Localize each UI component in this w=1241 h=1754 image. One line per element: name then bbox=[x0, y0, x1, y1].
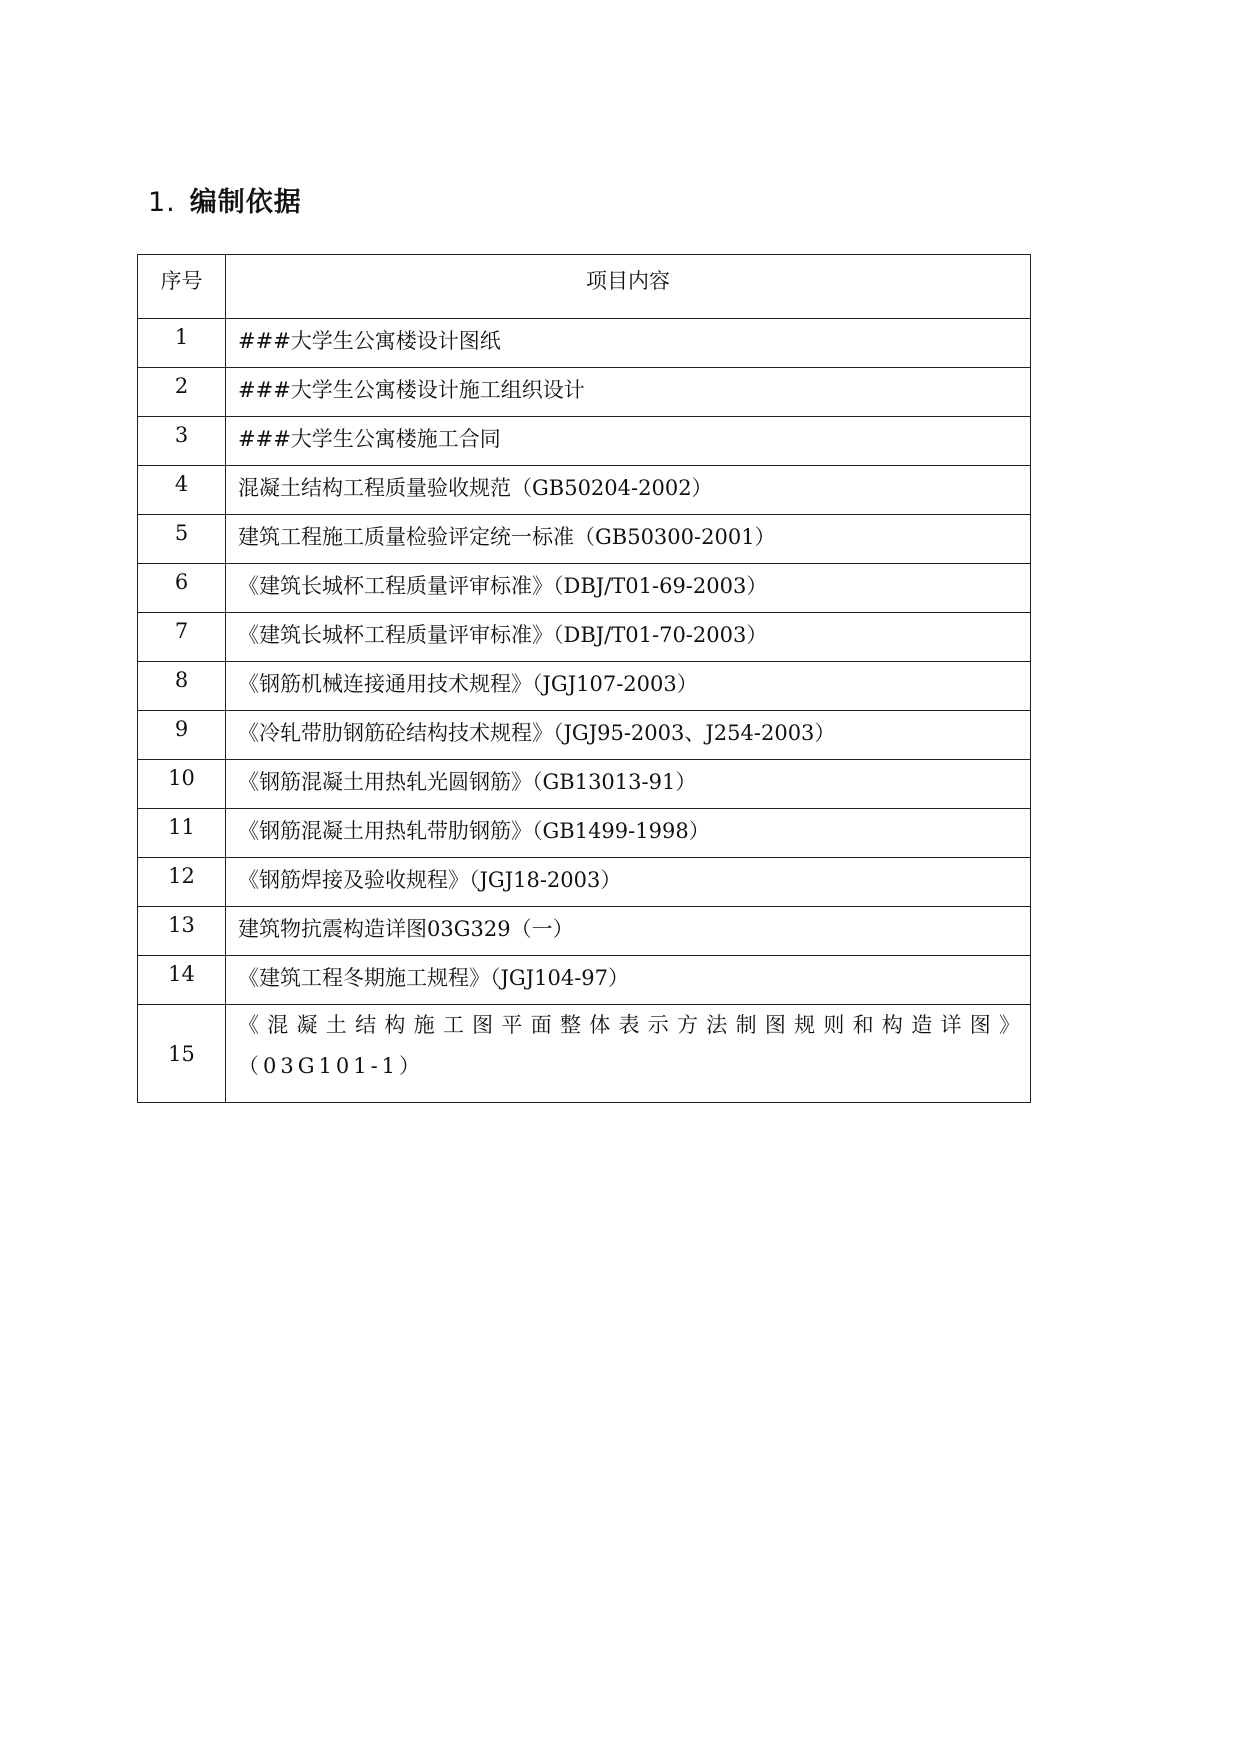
table-row bbox=[138, 662, 1031, 711]
row-content: 《钢筋焊接及验收规程》（JGJ18-2003） bbox=[226, 858, 1031, 907]
header-seq: 序号 bbox=[138, 255, 226, 319]
row-seq: 1 bbox=[138, 319, 226, 368]
row-content: 《建筑长城杯工程质量评审标准》（DBJ/T01-69-2003） bbox=[226, 564, 1031, 613]
section-number: 1. bbox=[148, 187, 176, 218]
table-row bbox=[138, 809, 1031, 858]
section-title: 编制依据 bbox=[189, 187, 302, 218]
table-row bbox=[138, 956, 1031, 1005]
row-seq: 2 bbox=[138, 368, 226, 417]
row-content: ###大学生公寓楼施工合同 bbox=[226, 417, 1031, 466]
row-seq: 5 bbox=[138, 515, 226, 564]
table-row bbox=[138, 711, 1031, 760]
row-content: 《冷轧带肋钢筋砼结构技术规程》（JGJ95-2003、J254-2003） bbox=[226, 711, 1031, 760]
row-content: ###大学生公寓楼设计图纸 bbox=[226, 319, 1031, 368]
row-seq: 9 bbox=[138, 711, 226, 760]
row-content: 《建筑工程冬期施工规程》（JGJ104-97） bbox=[226, 956, 1031, 1005]
row-seq: 13 bbox=[138, 907, 226, 956]
table-row bbox=[138, 319, 1031, 368]
basis-table bbox=[137, 254, 1031, 1103]
table-row bbox=[138, 760, 1031, 809]
row-seq: 14 bbox=[138, 956, 226, 1005]
row-content: ###大学生公寓楼设计施工组织设计 bbox=[226, 368, 1031, 417]
table-row bbox=[138, 466, 1031, 515]
row-content: 《混凝土结构施工图平面整体表示方法制图规则和构造详图》（03G101-1） bbox=[226, 1005, 1031, 1103]
table-row bbox=[138, 564, 1031, 613]
row-content: 《建筑长城杯工程质量评审标准》（DBJ/T01-70-2003） bbox=[226, 613, 1031, 662]
table-header-row bbox=[138, 255, 1031, 319]
row-seq: 15 bbox=[138, 1005, 226, 1103]
row-seq: 8 bbox=[138, 662, 226, 711]
row-seq: 6 bbox=[138, 564, 226, 613]
row-seq: 3 bbox=[138, 417, 226, 466]
row-seq: 11 bbox=[138, 809, 226, 858]
header-content: 项目内容 bbox=[226, 255, 1031, 319]
table-row bbox=[138, 515, 1031, 564]
row-content: 《钢筋混凝土用热轧带肋钢筋》（GB1499-1998） bbox=[226, 809, 1031, 858]
row-content: 《钢筋机械连接通用技术规程》（JGJ107-2003） bbox=[226, 662, 1031, 711]
row-content: 《钢筋混凝土用热轧光圆钢筋》（GB13013-91） bbox=[226, 760, 1031, 809]
row-content: 建筑工程施工质量检验评定统一标准（GB50300-2001） bbox=[226, 515, 1031, 564]
table-row bbox=[138, 368, 1031, 417]
row-seq: 4 bbox=[138, 466, 226, 515]
table-row bbox=[138, 417, 1031, 466]
row-seq: 12 bbox=[138, 858, 226, 907]
row-seq: 7 bbox=[138, 613, 226, 662]
table-row bbox=[138, 613, 1031, 662]
row-content: 建筑物抗震构造详图03G329（一） bbox=[226, 907, 1031, 956]
table-row bbox=[138, 1005, 1031, 1103]
row-content: 混凝土结构工程质量验收规范（GB50204-2002） bbox=[226, 466, 1031, 515]
table-row bbox=[138, 858, 1031, 907]
row-seq: 10 bbox=[138, 760, 226, 809]
section-heading bbox=[148, 180, 302, 219]
table-row bbox=[138, 907, 1031, 956]
